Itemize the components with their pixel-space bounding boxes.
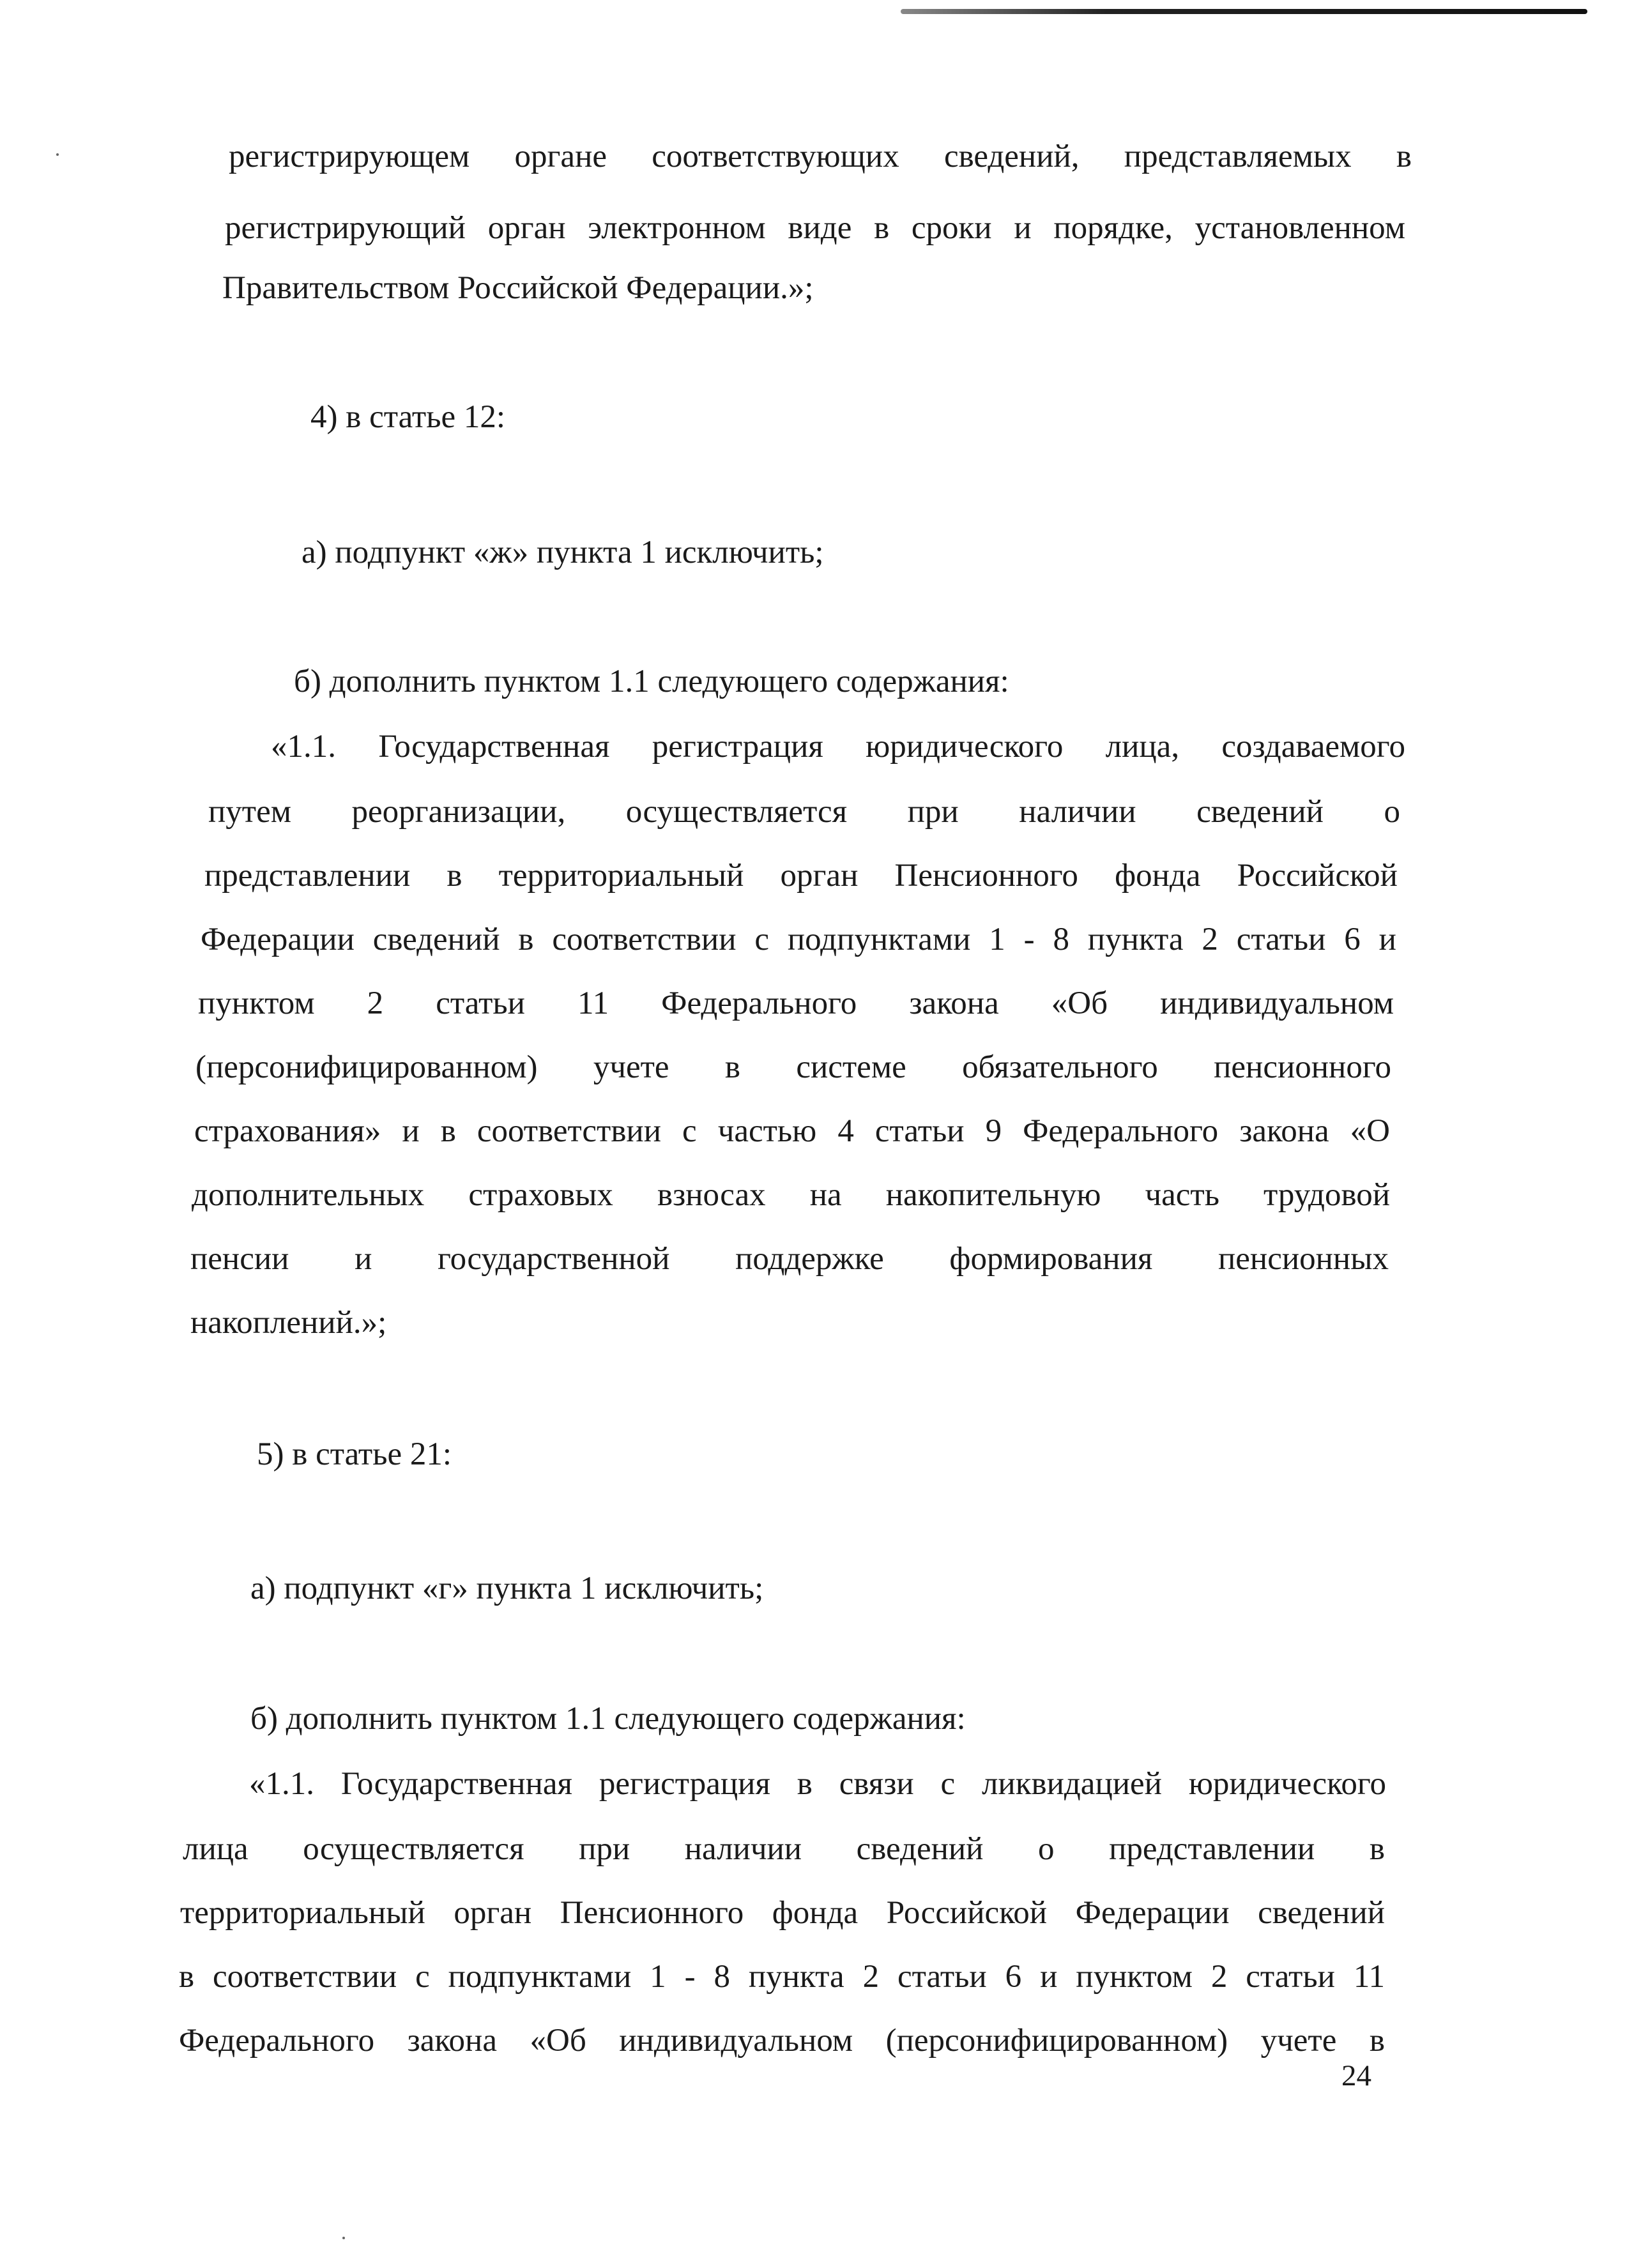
word: статьи [897,1959,987,1995]
word: реорганизации, [351,794,566,830]
word: орган [487,210,566,246]
word: Федерации [201,922,355,957]
word: представлении [1109,1831,1315,1867]
text-line: накоплений.»; [190,1305,387,1341]
word: о [1384,794,1400,830]
word: статьи [1236,922,1326,957]
word: Федерального [179,2023,375,2059]
word: пенсии [190,1241,289,1277]
word: в [724,1049,740,1085]
word: взносах [657,1177,766,1213]
word: орган [454,1895,532,1931]
word: трудовой [1264,1177,1390,1213]
word: 6 [1344,922,1361,957]
text-line [180,1893,1385,1933]
word: (персонифицированном) [195,1049,538,1085]
word: статьи [436,986,525,1021]
word: статьи [1246,1959,1335,1995]
word: «Об [530,2023,586,2059]
word: путем [208,794,291,830]
word: на [809,1177,842,1213]
word: установленном [1195,210,1405,246]
text-line [190,1239,1389,1279]
word: в [179,1959,195,1995]
word: в [797,1766,813,1802]
word: закона [407,2023,497,2059]
word: учете [593,1049,669,1085]
word: о [1038,1831,1055,1867]
word: страховых [468,1177,613,1213]
sub-item: б) дополнить пунктом 1.1 следующего содержания: [294,664,1009,699]
word: (персонифицированном) [885,2023,1228,2059]
text-line [225,208,1405,248]
word: соответствии [552,922,737,957]
text-line [183,1829,1385,1869]
word: дополнительных [192,1177,425,1213]
word: в [1369,1831,1385,1867]
word: страхования» [194,1113,381,1149]
list-item-heading: 4) в статье 12: [310,399,506,435]
word: сведений [1196,794,1324,830]
word: подпунктами [448,1959,632,1995]
word: «1.1. [249,1766,314,1802]
word: 8 [1053,922,1069,957]
scan-speck [342,2237,345,2239]
word: виде [788,210,852,246]
word: пункта [1087,922,1184,957]
word: и [402,1113,420,1149]
word: индивидуальном [1160,986,1394,1021]
word: 11 [1353,1959,1385,1995]
word: пунктом [198,986,315,1021]
word: и [355,1241,372,1277]
word: при [579,1831,630,1867]
word: сведений, [943,139,1080,174]
word: 2 [367,986,384,1021]
word: сведений [856,1831,984,1867]
word: представляемых [1124,139,1352,174]
word: сроки [911,210,992,246]
word: наличии [684,1831,802,1867]
word: 2 [1202,922,1218,957]
list-item-heading: 5) в статье 21: [257,1436,452,1472]
word: связи [839,1766,914,1802]
word: - [1023,922,1035,957]
word: сведений [1258,1895,1385,1931]
word: государственной [437,1241,670,1277]
word: с [754,922,769,957]
word: Федерального [1023,1113,1219,1149]
text-line [208,792,1400,832]
word: регистрирующем [229,139,470,174]
word: Пенсионного [894,858,1078,894]
word: ликвидацией [981,1766,1162,1802]
word: электронном [588,210,766,246]
word: пункта [748,1959,844,1995]
word: регистрирующий [225,210,466,246]
word: при [907,794,959,830]
word: часть [1145,1177,1219,1213]
word: системе [796,1049,906,1085]
word: органе [514,139,607,174]
word: Российской [1237,858,1398,894]
word: в [1369,2023,1385,2059]
word: осуществляется [625,794,848,830]
word: с [682,1113,697,1149]
text-line [198,984,1394,1023]
word: регистрация [652,729,823,765]
text-line [229,137,1412,176]
word: 8 [714,1959,730,1995]
word: 1 [650,1959,666,1995]
word: поддержке [735,1241,884,1277]
word: территориальный [498,858,744,894]
word: 1 [989,922,1005,957]
word: 2 [1210,1959,1228,1995]
word: закона [909,986,999,1021]
word: территориальный [180,1895,425,1931]
text-line [192,1175,1390,1215]
word: закона [1239,1113,1329,1149]
word: обязательного [962,1049,1158,1085]
word: фонда [1115,858,1201,894]
word: с [940,1766,956,1802]
word: - [684,1959,696,1995]
word: с [415,1959,430,1995]
word: соответствующих [652,139,899,174]
word: в [1396,139,1412,174]
word: и [1378,922,1396,957]
word: пенсионных [1218,1241,1389,1277]
page-number: 24 [1341,2059,1371,2092]
word: в [874,210,890,246]
word: 9 [985,1113,1002,1149]
word: статьи [874,1113,965,1149]
scan-speck [56,153,59,156]
text-line [201,920,1396,959]
word: регистрация [599,1766,770,1802]
text-line [249,1764,1386,1804]
word: представлении [204,858,411,894]
word: и [1014,210,1032,246]
word: «О [1350,1113,1390,1149]
text-line [194,1111,1390,1151]
word: накопительную [885,1177,1101,1213]
word: орган [780,858,859,894]
word: в [518,922,534,957]
word: подпунктами [787,922,971,957]
word: и [1040,1959,1058,1995]
sub-item: а) подпункт «г» пункта 1 исключить; [250,1571,764,1606]
word: соответствии [213,1959,397,1995]
word: лица, [1105,729,1180,765]
word: Государственная [340,1766,572,1802]
word: 4 [837,1113,854,1149]
word: фонда [772,1895,859,1931]
word: соответствии [477,1113,661,1149]
word: сведений [372,922,500,957]
word: 6 [1005,1959,1022,1995]
word: пенсионного [1214,1049,1391,1085]
text-line: Правительством Российской Федерации.»; [222,270,814,306]
word: наличии [1019,794,1136,830]
word: учете [1260,2023,1337,2059]
scan-edge-line [901,9,1587,14]
word: частью [717,1113,817,1149]
word: «Об [1051,986,1108,1021]
word: в [440,1113,456,1149]
word: 11 [577,986,609,1021]
text-line [195,1047,1391,1087]
word: юридического [866,729,1064,765]
text-line [179,2021,1385,2060]
word: Государственная [378,729,610,765]
word: осуществляется [303,1831,524,1867]
word: формирования [949,1241,1153,1277]
word: Пенсионного [560,1895,744,1931]
word: порядке, [1053,210,1173,246]
text-line [179,1957,1385,1997]
text-line [271,727,1405,766]
word: индивидуальном [619,2023,853,2059]
word: юридического [1188,1766,1386,1802]
sub-item: а) подпункт «ж» пункта 1 исключить; [302,535,824,570]
word: Российской [886,1895,1048,1931]
sub-item: б) дополнить пунктом 1.1 следующего содержания: [250,1701,966,1737]
word: 2 [862,1959,880,1995]
word: «1.1. [271,729,336,765]
word: пунктом [1076,1959,1193,1995]
word: лица [183,1831,248,1867]
word: в [447,858,462,894]
word: Федерации [1075,1895,1230,1931]
text-line [204,856,1398,895]
word: Федерального [661,986,857,1021]
word: создаваемого [1221,729,1405,765]
